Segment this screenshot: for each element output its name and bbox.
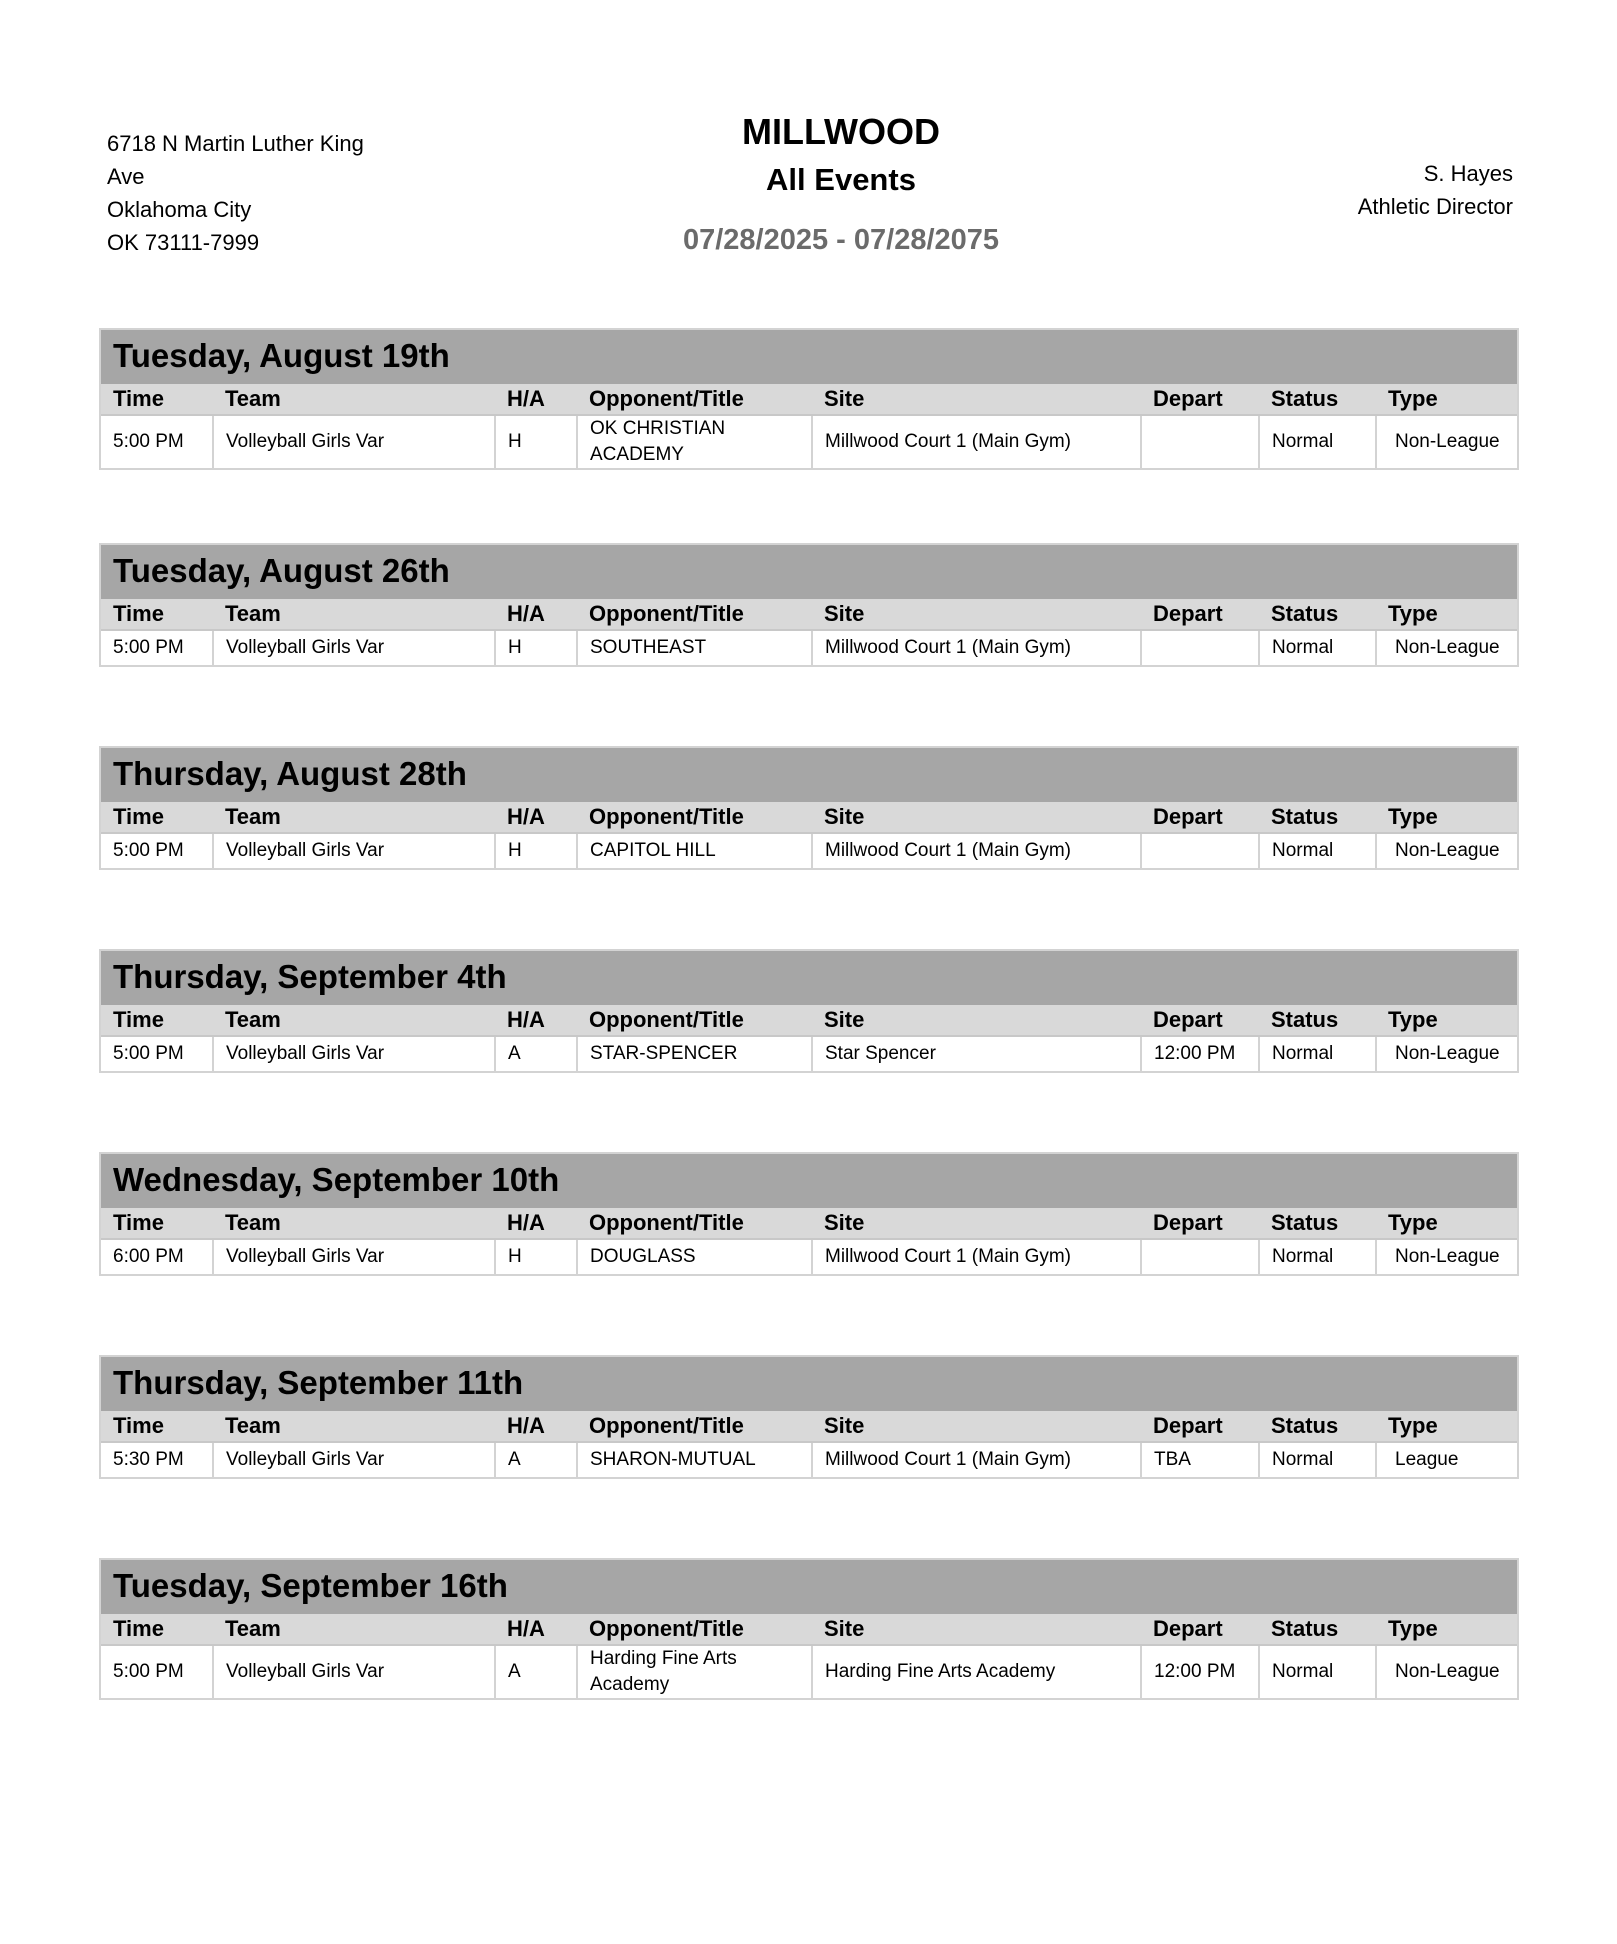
col-time: Time bbox=[101, 1005, 213, 1036]
col-site: Site bbox=[812, 1208, 1141, 1239]
col-ha: H/A bbox=[495, 599, 577, 630]
event-ha: A bbox=[495, 1036, 577, 1071]
col-opponent: Opponent/Title bbox=[577, 1614, 812, 1645]
event-opponent: CAPITOL HILL bbox=[577, 833, 812, 868]
col-depart: Depart bbox=[1141, 599, 1259, 630]
events-table bbox=[101, 1614, 1517, 1698]
col-type: Type bbox=[1376, 1005, 1517, 1036]
event-status: Normal bbox=[1259, 630, 1376, 665]
col-opponent: Opponent/Title bbox=[577, 1411, 812, 1442]
event-ha: H bbox=[495, 415, 577, 468]
col-site: Site bbox=[812, 599, 1141, 630]
col-ha: H/A bbox=[495, 1208, 577, 1239]
col-type: Type bbox=[1376, 1411, 1517, 1442]
event-type: Non-League bbox=[1395, 840, 1500, 861]
event-type: League bbox=[1395, 1449, 1459, 1470]
col-time: Time bbox=[101, 802, 213, 833]
event-opponent: STAR-SPENCER bbox=[577, 1036, 812, 1071]
col-opponent: Opponent/Title bbox=[577, 802, 812, 833]
event-depart: TBA bbox=[1141, 1442, 1259, 1477]
day-section bbox=[99, 1152, 1519, 1276]
events-table bbox=[101, 384, 1517, 468]
director-name: S. Hayes bbox=[1423, 161, 1513, 186]
col-type: Type bbox=[1376, 1614, 1517, 1645]
col-time: Time bbox=[101, 1208, 213, 1239]
event-time: 5:00 PM bbox=[101, 630, 213, 665]
event-type: Non-League bbox=[1395, 637, 1500, 658]
column-header-row bbox=[101, 802, 1517, 833]
day-title: Thursday, September 11th bbox=[101, 1357, 1517, 1411]
col-depart: Depart bbox=[1141, 384, 1259, 415]
event-depart: 12:00 PM bbox=[1141, 1036, 1259, 1071]
event-time: 6:00 PM bbox=[101, 1239, 213, 1274]
event-site: Millwood Court 1 (Main Gym) bbox=[812, 1442, 1141, 1477]
event-ha: A bbox=[495, 1442, 577, 1477]
event-time: 5:00 PM bbox=[101, 415, 213, 468]
col-opponent: Opponent/Title bbox=[577, 1208, 812, 1239]
event-status: Normal bbox=[1259, 833, 1376, 868]
address-line-state-zip: OK 73111-7999 bbox=[107, 230, 260, 255]
event-team: Volleyball Girls Var bbox=[213, 1645, 495, 1698]
col-opponent: Opponent/Title bbox=[577, 1005, 812, 1036]
event-ha: H bbox=[495, 833, 577, 868]
col-status: Status bbox=[1259, 1614, 1376, 1645]
events-table bbox=[101, 802, 1517, 868]
event-team: Volleyball Girls Var bbox=[213, 833, 495, 868]
event-opponent: DOUGLASS bbox=[577, 1239, 812, 1274]
event-row bbox=[101, 1239, 1517, 1274]
day-section bbox=[99, 1558, 1519, 1700]
col-depart: Depart bbox=[1141, 1005, 1259, 1036]
col-type: Type bbox=[1376, 802, 1517, 833]
day-title: Tuesday, September 16th bbox=[101, 1560, 1517, 1614]
event-type: Non-League bbox=[1395, 1246, 1500, 1267]
director-title: Athletic Director bbox=[1357, 194, 1513, 219]
col-type: Type bbox=[1376, 1208, 1517, 1239]
column-header-row bbox=[101, 1005, 1517, 1036]
col-depart: Depart bbox=[1141, 802, 1259, 833]
event-type: Non-League bbox=[1395, 1043, 1500, 1064]
col-ha: H/A bbox=[495, 802, 577, 833]
event-type: Non-League bbox=[1395, 1661, 1500, 1682]
event-depart: 12:00 PM bbox=[1141, 1645, 1259, 1698]
column-header-row bbox=[101, 384, 1517, 415]
col-site: Site bbox=[812, 1614, 1141, 1645]
event-time: 5:00 PM bbox=[101, 1645, 213, 1698]
events-table bbox=[101, 1208, 1517, 1274]
event-ha: A bbox=[495, 1645, 577, 1698]
event-depart bbox=[1141, 630, 1259, 665]
event-team: Volleyball Girls Var bbox=[213, 1442, 495, 1477]
athletic-director bbox=[1358, 157, 1513, 223]
event-site: Millwood Court 1 (Main Gym) bbox=[812, 630, 1141, 665]
event-type: Non-League bbox=[1395, 431, 1500, 452]
event-status: Normal bbox=[1259, 1036, 1376, 1071]
event-time: 5:30 PM bbox=[101, 1442, 213, 1477]
day-title: Wednesday, September 10th bbox=[101, 1154, 1517, 1208]
day-section bbox=[99, 1355, 1519, 1479]
report-header bbox=[0, 0, 1617, 300]
col-status: Status bbox=[1259, 802, 1376, 833]
event-row bbox=[101, 1645, 1517, 1698]
day-section bbox=[99, 746, 1519, 870]
event-ha: H bbox=[495, 630, 577, 665]
col-team: Team bbox=[213, 802, 495, 833]
col-status: Status bbox=[1259, 384, 1376, 415]
event-depart bbox=[1141, 833, 1259, 868]
event-status: Normal bbox=[1259, 415, 1376, 468]
day-title: Thursday, September 4th bbox=[101, 951, 1517, 1005]
event-row bbox=[101, 833, 1517, 868]
event-opponent: OK CHRISTIAN ACADEMY bbox=[577, 415, 812, 468]
col-team: Team bbox=[213, 1005, 495, 1036]
col-site: Site bbox=[812, 384, 1141, 415]
col-team: Team bbox=[213, 384, 495, 415]
col-type: Type bbox=[1376, 599, 1517, 630]
col-time: Time bbox=[101, 384, 213, 415]
event-status: Normal bbox=[1259, 1645, 1376, 1698]
events-table bbox=[101, 599, 1517, 665]
address-line-street: 6718 N Martin Luther King Ave bbox=[107, 131, 364, 189]
column-header-row bbox=[101, 1614, 1517, 1645]
col-team: Team bbox=[213, 1411, 495, 1442]
day-title: Tuesday, August 26th bbox=[101, 545, 1517, 599]
event-time: 5:00 PM bbox=[101, 833, 213, 868]
address-line-city: Oklahoma City bbox=[107, 197, 252, 222]
day-section bbox=[99, 543, 1519, 667]
event-team: Volleyball Girls Var bbox=[213, 415, 495, 468]
col-status: Status bbox=[1259, 599, 1376, 630]
event-site: Millwood Court 1 (Main Gym) bbox=[812, 415, 1141, 468]
date-range: 07/28/2025 - 07/28/2075 bbox=[682, 224, 1000, 256]
col-ha: H/A bbox=[495, 1411, 577, 1442]
event-team: Volleyball Girls Var bbox=[213, 630, 495, 665]
col-ha: H/A bbox=[495, 1005, 577, 1036]
day-section bbox=[99, 328, 1519, 470]
col-status: Status bbox=[1259, 1005, 1376, 1036]
event-depart bbox=[1141, 415, 1259, 468]
event-ha: H bbox=[495, 1239, 577, 1274]
col-time: Time bbox=[101, 1411, 213, 1442]
col-depart: Depart bbox=[1141, 1208, 1259, 1239]
event-team: Volleyball Girls Var bbox=[213, 1239, 495, 1274]
col-ha: H/A bbox=[495, 384, 577, 415]
event-site: Star Spencer bbox=[812, 1036, 1141, 1071]
report-subtitle: All Events bbox=[766, 162, 916, 197]
events-table bbox=[101, 1005, 1517, 1071]
event-opponent: Harding Fine Arts Academy bbox=[577, 1645, 812, 1698]
event-row bbox=[101, 630, 1517, 665]
event-opponent: SHARON-MUTUAL bbox=[577, 1442, 812, 1477]
column-header-row bbox=[101, 599, 1517, 630]
col-team: Team bbox=[213, 1614, 495, 1645]
column-header-row bbox=[101, 1411, 1517, 1442]
col-site: Site bbox=[812, 802, 1141, 833]
col-team: Team bbox=[213, 599, 495, 630]
event-time: 5:00 PM bbox=[101, 1036, 213, 1071]
col-site: Site bbox=[812, 1005, 1141, 1036]
event-status: Normal bbox=[1259, 1239, 1376, 1274]
col-depart: Depart bbox=[1141, 1614, 1259, 1645]
event-row bbox=[101, 1036, 1517, 1071]
col-ha: H/A bbox=[495, 1614, 577, 1645]
day-title: Tuesday, August 19th bbox=[101, 330, 1517, 384]
school-name: MILLWOOD bbox=[742, 111, 940, 152]
event-depart bbox=[1141, 1239, 1259, 1274]
column-header-row bbox=[101, 1208, 1517, 1239]
event-site: Harding Fine Arts Academy bbox=[812, 1645, 1141, 1698]
event-row bbox=[101, 1442, 1517, 1477]
col-opponent: Opponent/Title bbox=[577, 384, 812, 415]
events-table bbox=[101, 1411, 1517, 1477]
col-time: Time bbox=[101, 1614, 213, 1645]
col-team: Team bbox=[213, 1208, 495, 1239]
event-opponent: SOUTHEAST bbox=[577, 630, 812, 665]
col-site: Site bbox=[812, 1411, 1141, 1442]
event-team: Volleyball Girls Var bbox=[213, 1036, 495, 1071]
col-opponent: Opponent/Title bbox=[577, 599, 812, 630]
day-title: Thursday, August 28th bbox=[101, 748, 1517, 802]
event-site: Millwood Court 1 (Main Gym) bbox=[812, 1239, 1141, 1274]
event-status: Normal bbox=[1259, 1442, 1376, 1477]
col-type: Type bbox=[1376, 384, 1517, 415]
col-depart: Depart bbox=[1141, 1411, 1259, 1442]
col-status: Status bbox=[1259, 1208, 1376, 1239]
col-status: Status bbox=[1259, 1411, 1376, 1442]
col-time: Time bbox=[101, 599, 213, 630]
event-row bbox=[101, 415, 1517, 468]
day-section bbox=[99, 949, 1519, 1073]
event-site: Millwood Court 1 (Main Gym) bbox=[812, 833, 1141, 868]
